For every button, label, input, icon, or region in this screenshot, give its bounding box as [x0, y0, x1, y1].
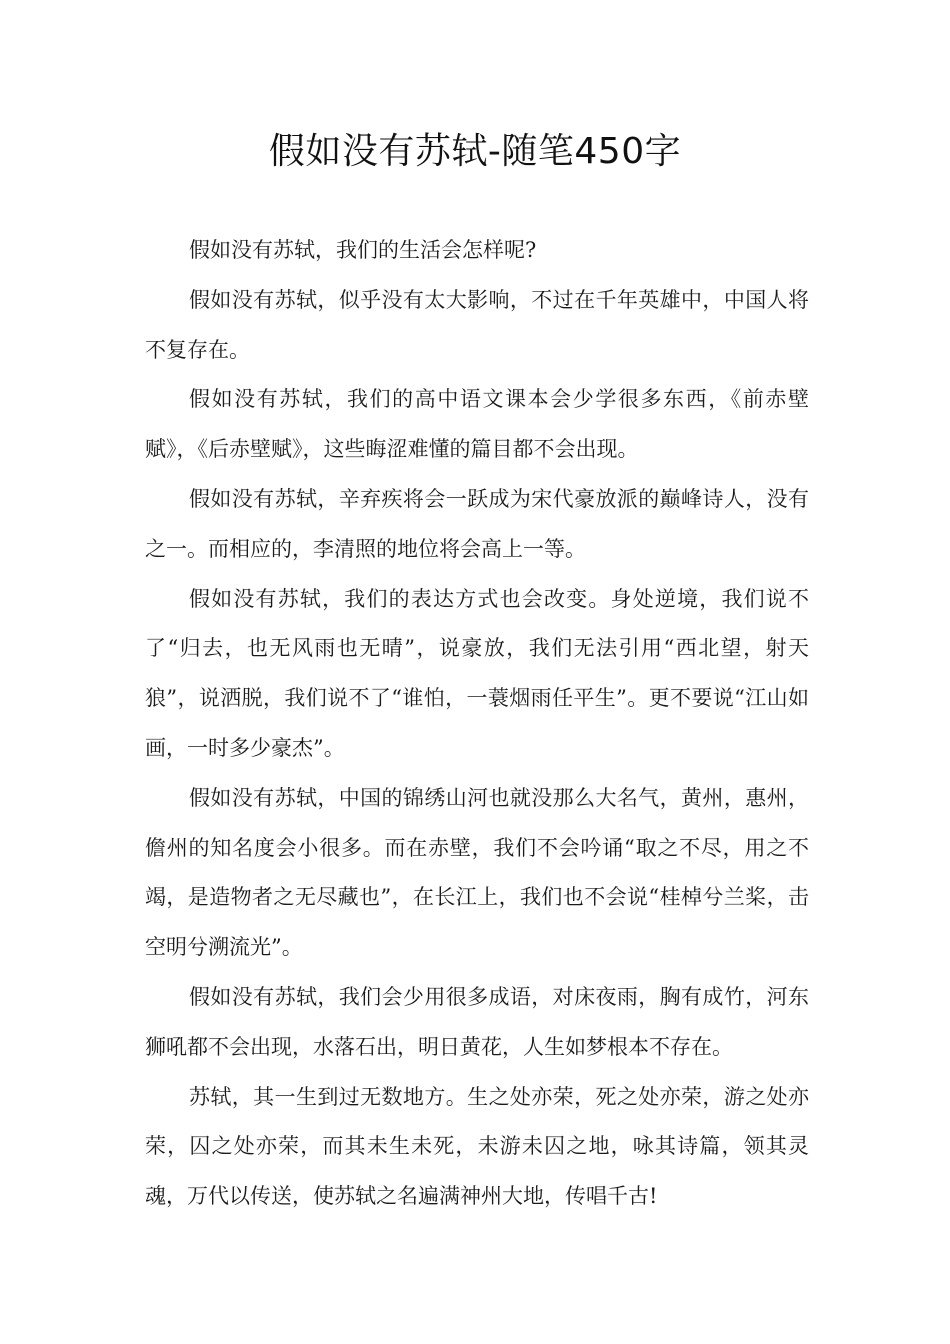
paragraph-2: 假如没有苏轼，似乎没有太大影响，不过在千年英雄中，中国人将不复存在。	[145, 287, 809, 362]
document-body	[145, 226, 809, 1222]
paragraph-6: 假如没有苏轼，中国的锦绣山河也就没那么大名气，黄州，惠州，儋州的知名度会小很多。而在赤壁，我们不会吟诵“取之不尽，用之不竭，是造物者之无尽藏也”，在长江上，我们也不会说“桂棹兮兰桨，击空明兮溯流光”。	[145, 785, 809, 960]
paragraph-5: 假如没有苏轼，我们的表达方式也会改变。身处逆境，我们说不了“归去，也无风雨也无晴”，说豪放，我们无法引用“西北望，射天狼”，说洒脱，我们说不了“谁怕，一蓑烟雨任平生”。更不要说“江山如画，一时多少豪杰”。	[145, 586, 809, 760]
paragraph-1: 假如没有苏轼，我们的生活会怎样呢?	[189, 238, 537, 262]
paragraph-7: 假如没有苏轼，我们会少用很多成语，对床夜雨，胸有成竹，河东狮吼都不会出现，水落石出，明日黄花，人生如梦根本不存在。	[145, 984, 809, 1059]
paragraph-8: 苏轼，其一生到过无数地方。生之处亦荣，死之处亦荣，游之处亦荣，囚之处亦荣，而其未生未死，未游未囚之地，咏其诗篇，领其灵魂，万代以传送，使苏轼之名遍满神州大地，传唱千古!	[145, 1084, 809, 1209]
paragraph-4: 假如没有苏轼，辛弃疾将会一跃成为宋代豪放派的巅峰诗人，没有之一。而相应的，李清照的地位将会高上一等。	[145, 486, 809, 561]
paragraph-3: 假如没有苏轼，我们的高中语文课本会少学很多东西，《前赤壁赋》，《后赤壁赋》，这些晦涩难懂的篇目都不会出现。	[145, 387, 809, 462]
document-title: 假如没有苏轼-随笔450字	[268, 131, 682, 172]
